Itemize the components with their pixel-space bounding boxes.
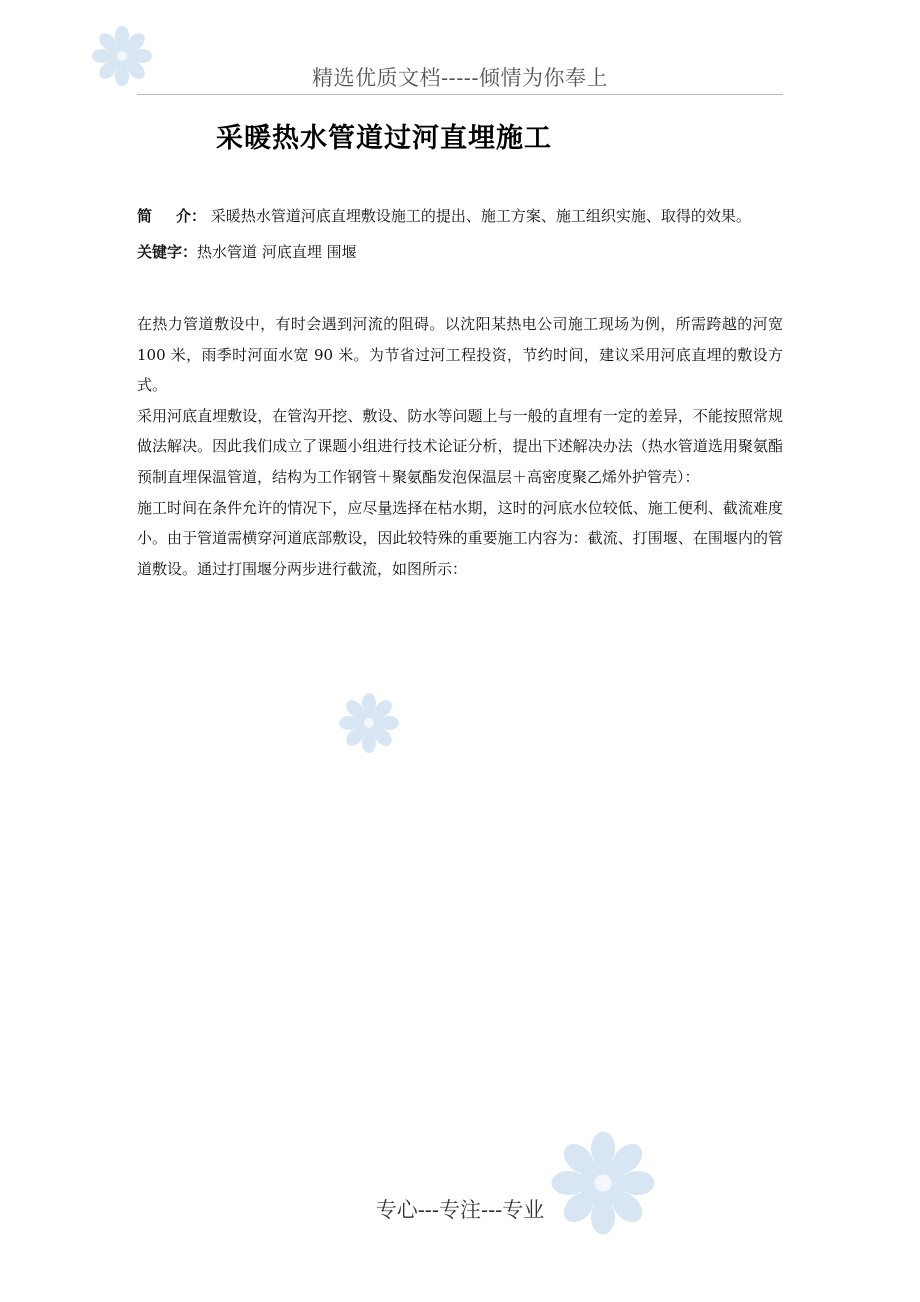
summary-text: 采暖热水管道河底直埋敷设施工的提出、施工方案、施工组织实施、取得的效果。	[210, 207, 751, 225]
keyword-item: 河底直埋	[261, 243, 322, 261]
page-footer: 专心---专注---专业	[375, 1198, 545, 1222]
document-body	[137, 309, 783, 584]
header-divider	[137, 94, 783, 95]
body-paragraph: 采用河底直埋敷设，在管沟开挖、敷设、防水等问题上与一般的直埋有一定的差异，不能按照常规做法解决。因此我们成立了课题小组进行技术论证分析，提出下述解决办法（热水管道选用聚氨酯预制直埋保温管道，结构为工作钢管＋聚氨酯发泡保温层＋高密度聚乙烯外护管壳）：	[137, 406, 783, 486]
summary-label-2: 介：	[176, 207, 207, 225]
keywords-line	[137, 241, 357, 262]
summary-label-1: 简	[137, 207, 153, 225]
document-title: 采暖热水管道过河直埋施工	[216, 123, 552, 154]
keyword-item: 围堰	[326, 243, 357, 261]
snowflake-watermark-icon	[336, 690, 402, 756]
keyword-item: 热水管道	[197, 243, 258, 261]
keywords-label: 关键字：	[137, 243, 198, 261]
body-paragraph: 在热力管道敷设中，有时会遇到河流的阻碍。以沈阳某热电公司施工现场为例，所需跨越的河宽 100 米，雨季时河面水宽 90 米。为节省过河工程投资，节约时间，建议采用河底直埋的敷设方式。	[137, 315, 783, 395]
body-paragraph: 施工时间在条件允许的情况下，应尽量选择在枯水期，这时的河底水位较低、施工便利、截流难度小。由于管道需横穿河道底部敷设，因此较特殊的重要施工内容为：截流、打围堰、在围堰内的管道敷设。通过打围堰分两步进行截流，如图所示：	[137, 498, 783, 578]
summary-line	[137, 205, 751, 226]
page-header: 精选优质文档-----倾情为你奉上	[312, 66, 608, 90]
